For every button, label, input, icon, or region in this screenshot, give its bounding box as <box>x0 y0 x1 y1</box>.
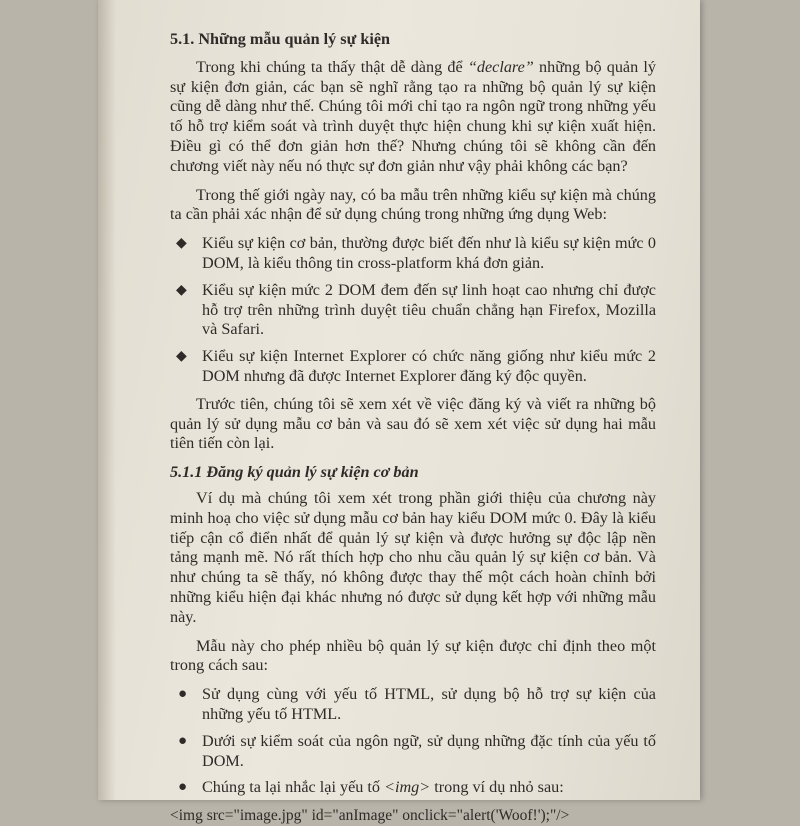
list-item <box>170 732 656 772</box>
paragraph-4: Ví dụ mà chúng tôi xem xét trong phần giới thiệu của chương này minh hoạ cho việc sử dụng mẫu cơ bản hay kiểu DOM mức 0. Đây là kiểu tiếp cận cổ điển nhất để quản lý sự kiện và được hưởng sự độc lập nền tảng mạnh mẽ. Nó rất thích hợp cho nhu cầu quản lý sự kiện cơ bản. Và như chúng ta sẽ thấy, nó không được thay thế một cách hoàn chỉnh bởi những kiểu hiện đại khác nhưng nó được sử dụng kết hợp với những mẫu này. <box>170 488 656 626</box>
list-item-text: Kiểu sự kiện Internet Explorer có chức năng giống như kiểu mức 2 DOM nhưng đã được Internet Explorer đăng ký độc quyền. <box>202 347 656 385</box>
list-item <box>170 778 656 798</box>
section-heading: 5.1. Những mẫu quản lý sự kiện <box>170 30 391 48</box>
list-item-text: Kiểu sự kiện cơ bản, thường được biết đến như là kiểu sự kiện mức 0 DOM, là kiểu thông tin cross-platform khá đơn giản. <box>202 234 656 272</box>
dot-list <box>170 685 656 798</box>
list-item <box>170 685 656 725</box>
list-item-text-end: trong ví dụ nhỏ sau: <box>430 778 564 797</box>
paragraph-1 <box>170 58 656 177</box>
dot-bullet-icon: ● <box>178 732 188 749</box>
list-item-text: Dưới sự kiểm soát của ngôn ngữ, sử dụng những đặc tính của yếu tố DOM. <box>202 731 656 770</box>
dot-bullet-icon: ● <box>178 779 188 796</box>
dot-bullet-icon: ● <box>178 686 188 703</box>
diamond-bullet-icon: ◆ <box>176 236 187 252</box>
page-content <box>170 30 656 826</box>
para1-text-end: những bộ quản lý sự kiện đơn giản, các bạn sẽ nghĩ rằng tạo ra những bộ quản lý sự kiện cũng dễ dàng như thế. Chúng tôi mới chỉ tạo ra ngôn ngữ trong những yếu tố hỗ trợ kiểm soát và trình duyệt thực hiện chung khi sự kiện xuất hiện. Điều gì có thể đơn giản hơn thế? Nhưng chúng tôi sẽ không cần đến chương viết này nếu nó thực sự đơn giản như vậy phải không các bạn? <box>170 57 656 175</box>
list-item-text: Sử dụng cùng với yếu tố HTML, sử dụng bộ hỗ trợ sự kiện của những yếu tố HTML. <box>202 685 656 723</box>
para1-text-start: Trong khi chúng ta thấy thật dễ dàng để <box>196 57 468 76</box>
diamond-list <box>170 234 656 387</box>
para1-emphasis: “declare” <box>467 57 534 76</box>
code-example: <img src="image.jpg" id="anImage" onclick="alert('Woof!');"/> <box>170 807 570 825</box>
list-item-text: Kiểu sự kiện mức 2 DOM đem đến sự linh hoạt cao nhưng chỉ được hỗ trợ trên những trình duyệt tiêu chuẩn chẳng hạn Firefox, Mozilla và Safari. <box>202 280 656 339</box>
diamond-bullet-icon: ◆ <box>176 282 187 298</box>
paragraph-2: Trong thế giới ngày nay, có ba mẫu trên những kiểu sự kiện mà chúng ta cần phải xác nhận để sử dụng chúng trong những ứng dụng Web: <box>170 185 656 224</box>
diamond-bullet-icon: ◆ <box>176 349 187 365</box>
paragraph-5: Mẫu này cho phép nhiều bộ quản lý sự kiện được chỉ định theo một trong cách sau: <box>170 636 656 675</box>
list-item <box>170 347 656 387</box>
list-item <box>170 281 656 340</box>
list-item-text: Chúng ta lại nhắc lại yếu tố <box>202 778 385 797</box>
subsection-heading: 5.1.1 Đăng ký quản lý sự kiện cơ bản <box>170 463 419 482</box>
list-item <box>170 234 656 274</box>
img-tag-emphasis: <img> <box>384 778 431 797</box>
paragraph-3: Trước tiên, chúng tôi sẽ xem xét về việc đăng ký và viết ra những bộ quản lý sử dụng mẫu cơ bản và sau đó sẽ xem xét việc sử dụng hai mẫu tiên tiến còn lại. <box>170 394 656 453</box>
book-page <box>98 0 700 825</box>
